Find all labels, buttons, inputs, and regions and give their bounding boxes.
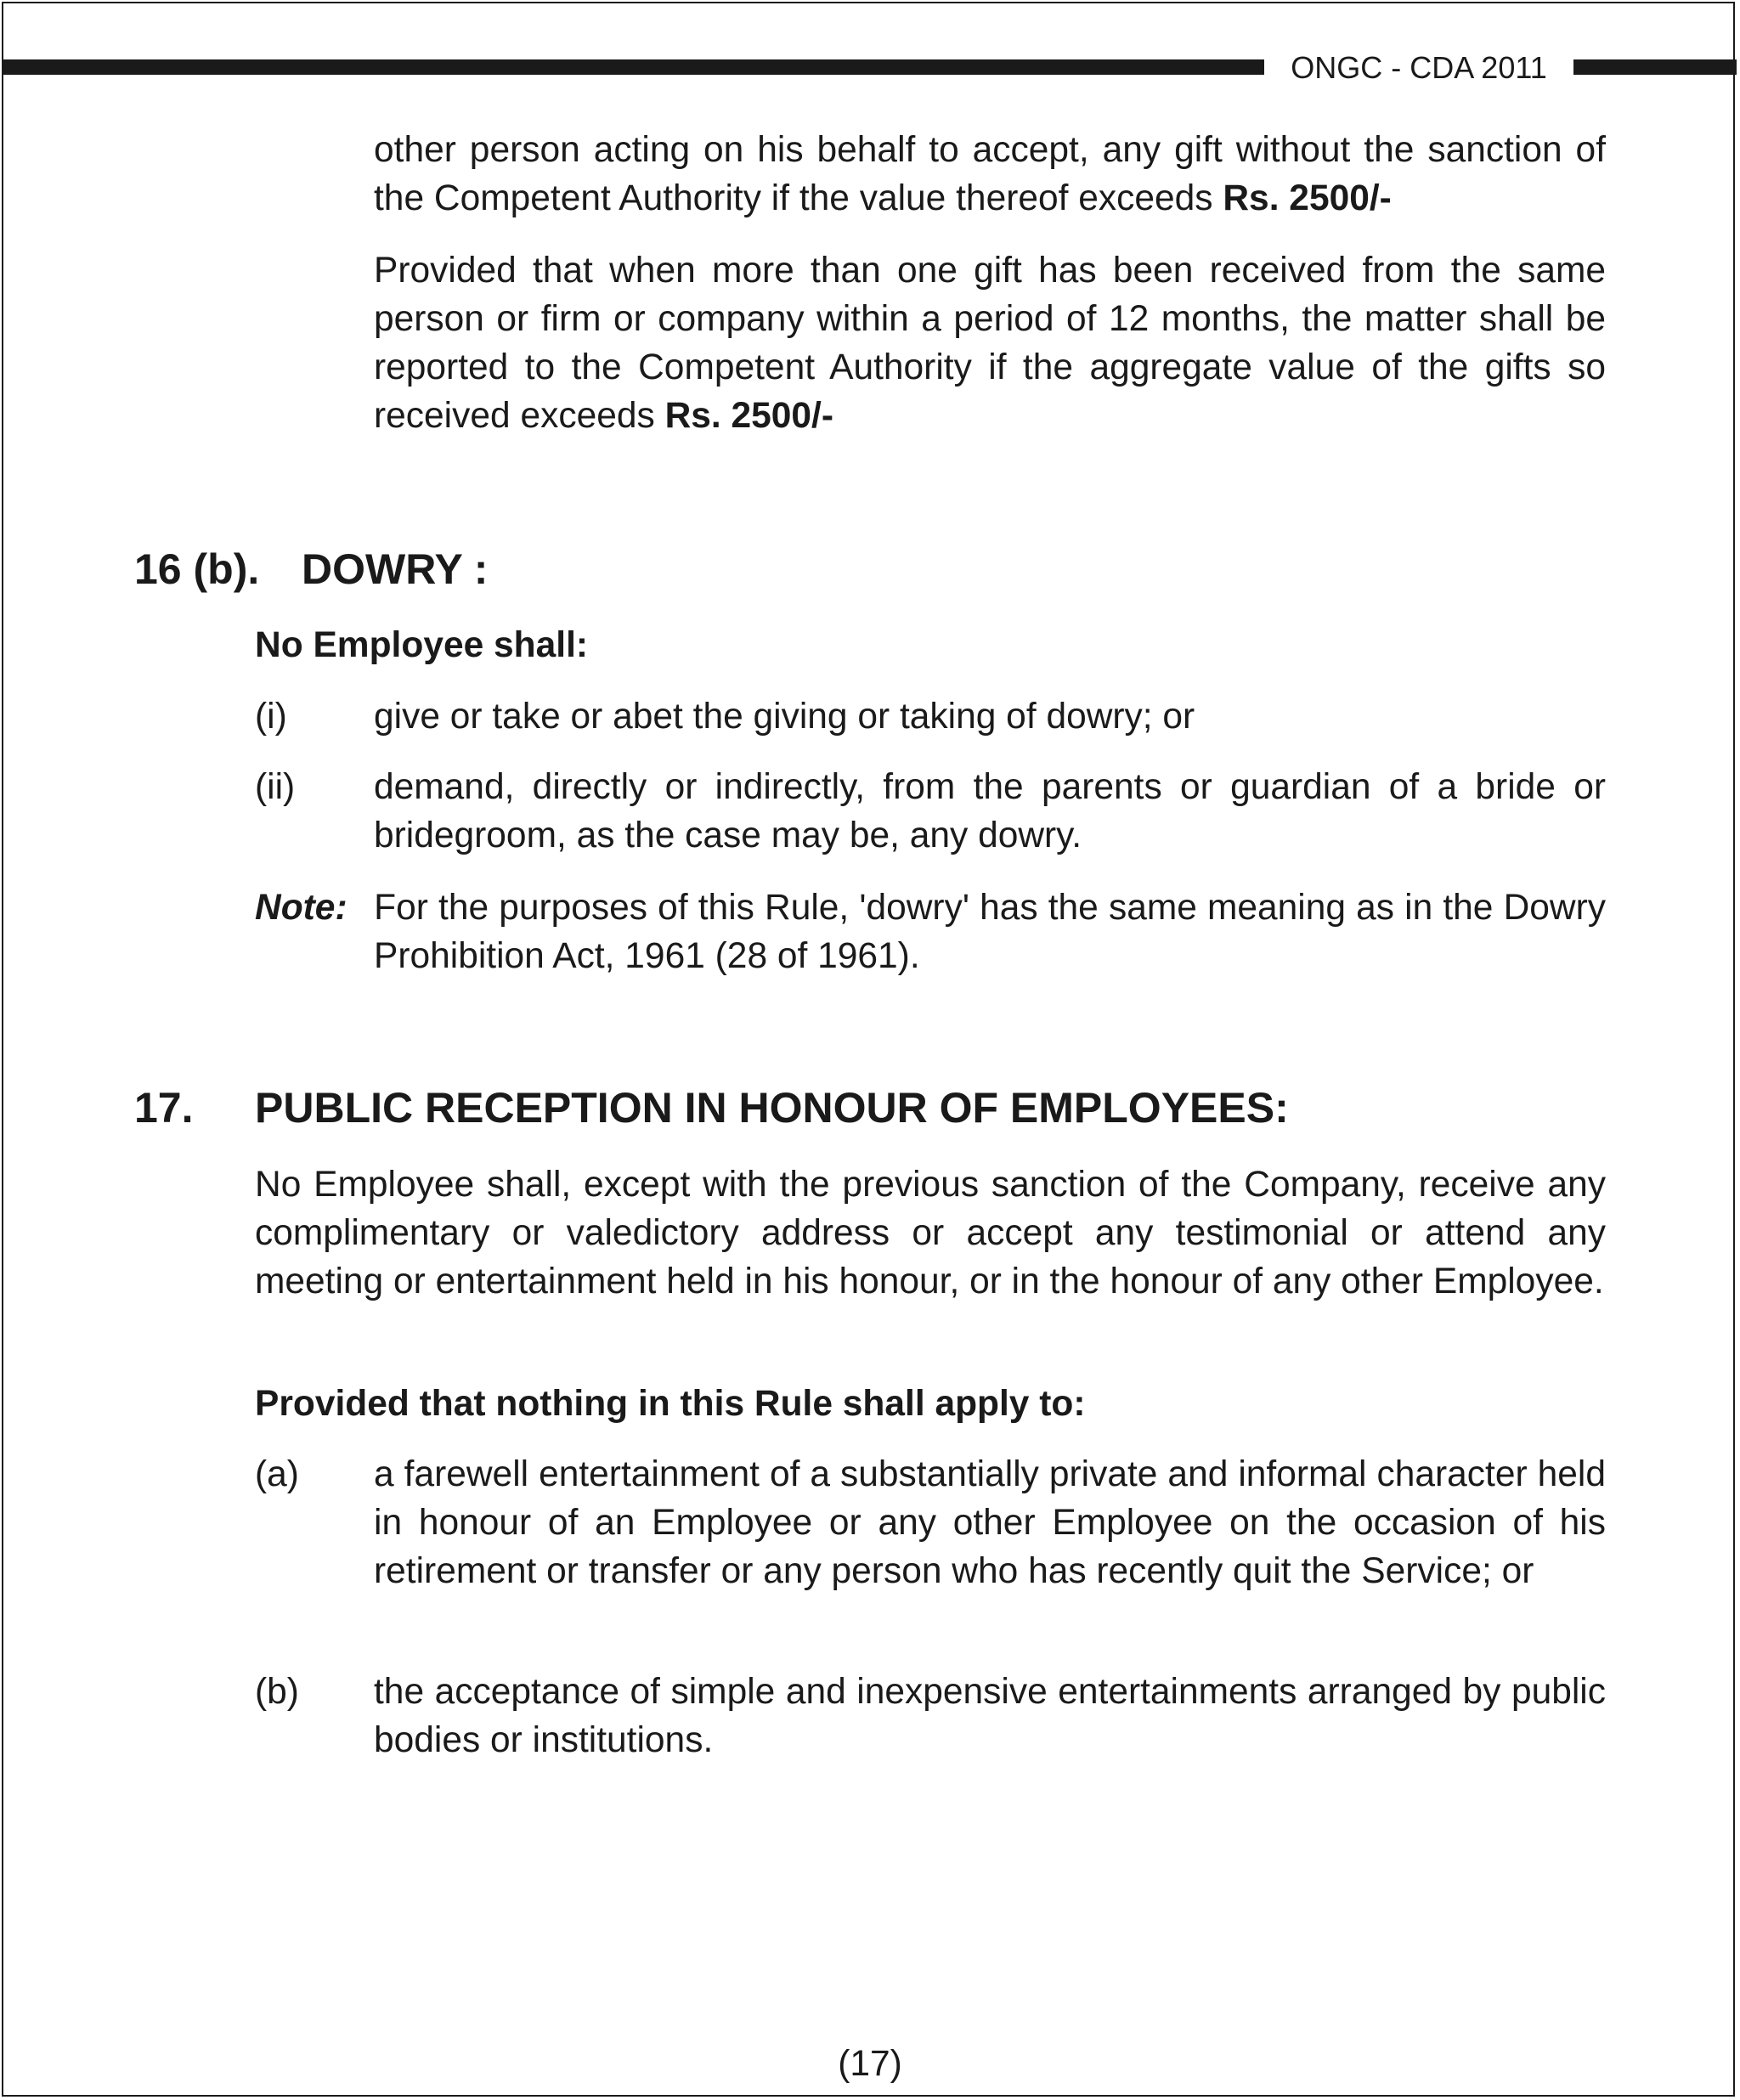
dowry-item-marker: (ii) bbox=[255, 767, 296, 807]
dowry-note-label: Note: bbox=[255, 888, 347, 928]
section-17-number: 17. bbox=[134, 1084, 194, 1132]
dowry-note-body: For the purposes of this Rule, 'dowry' has the same meaning as in the Dowry Prohibition Act, 1961 (28 of 1961). bbox=[364, 888, 1606, 976]
running-header-title: ONGC - CDA 2011 bbox=[1291, 50, 1547, 85]
header-rule-left bbox=[2, 59, 1264, 75]
dowry-item-marker: (i) bbox=[255, 697, 287, 737]
dowry-note-text bbox=[255, 883, 1606, 980]
gift-paragraph bbox=[374, 126, 1606, 223]
section-16b-number: 16 (b). bbox=[134, 545, 260, 593]
section-17-proviso: Provided that nothing in this Rule shall apply to: bbox=[255, 1384, 1086, 1424]
reception-item-marker: (b) bbox=[255, 1672, 299, 1712]
gift-proviso-text: Provided that when more than one gift has been received from the same person or firm or company within a period of 12 months, the matter shall be reported to the Competent Authority if the aggregate value of the gifts so received exceeds bbox=[374, 251, 1606, 436]
reception-item-text: the acceptance of simple and inexpensive entertainments arranged by public bodies or institutions. bbox=[374, 1672, 1606, 1760]
section-17-body: No Employee shall, except with the previous sanction of the Company, receive any complimentary or valedictory address or accept any testimonial or attend any meeting or entertainment held in his honour, or in the honour of any other Employee. bbox=[255, 1165, 1606, 1301]
gift-proviso-amount: Rs. 2500/- bbox=[664, 396, 834, 436]
dowry-item-text: give or take or abet the giving or taking of dowry; or bbox=[374, 697, 1195, 737]
dowry-item-text: demand, directly or indirectly, from the parents or guardian of a bride or bridegroom, as the case may be, any dowry. bbox=[374, 767, 1606, 855]
section-16b-title: DOWRY : bbox=[302, 545, 489, 593]
page-number: (17) bbox=[838, 2044, 902, 2084]
gift-proviso-paragraph bbox=[374, 246, 1606, 440]
header-rule-right bbox=[1573, 59, 1737, 75]
section-16b-intro: No Employee shall: bbox=[255, 625, 589, 665]
reception-item-marker: (a) bbox=[255, 1454, 299, 1494]
gift-amount: Rs. 2500/- bbox=[1223, 178, 1392, 218]
gift-paragraph-text: other person acting on his behalf to accept, any gift without the sanction of the Competent Authority if the value thereof exceeds bbox=[374, 130, 1606, 218]
section-17-title: PUBLIC RECEPTION IN HONOUR OF EMPLOYEES: bbox=[255, 1084, 1289, 1132]
reception-item-text: a farewell entertainment of a substantially private and informal character held in honour of an Employee or any other Employee on the occasion of his retirement or transfer or any person who has recently quit the Service; or bbox=[374, 1454, 1606, 1591]
